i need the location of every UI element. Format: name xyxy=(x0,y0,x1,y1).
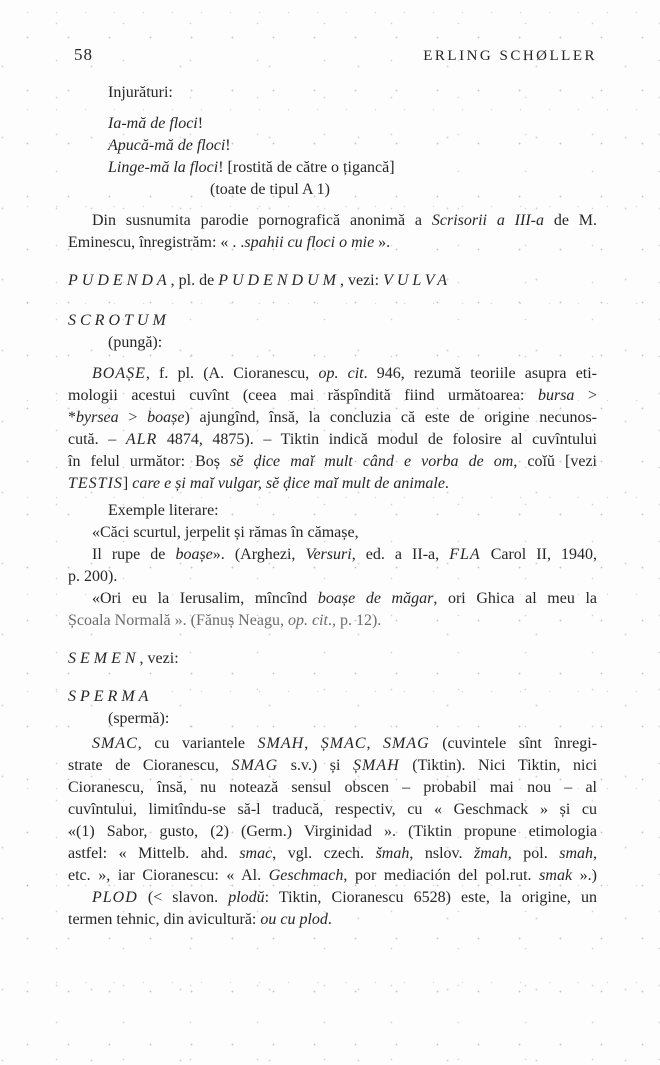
text-block-entry xyxy=(68,270,597,292)
text-line xyxy=(68,799,597,821)
text-block-entry xyxy=(68,648,597,670)
text-run: TESTIS xyxy=(68,475,123,492)
text-run: Din susnumita parodie pornografică anonimă a xyxy=(92,212,432,229)
text-block-entry xyxy=(68,686,597,730)
text-run: etc. », iar Cioranescu: « Al. xyxy=(68,867,269,884)
text-run: Carol II, 1940, xyxy=(480,546,597,563)
text-run: boașe de măgar xyxy=(317,590,434,607)
text-run: , xyxy=(593,845,597,862)
text-run: SCROTUM xyxy=(68,312,170,329)
text-line xyxy=(68,179,597,201)
text-line xyxy=(68,82,597,104)
text-run: SMAG xyxy=(383,735,430,752)
text-run: . xyxy=(327,911,332,928)
text-line xyxy=(68,865,597,887)
text-run: (cuvintele sînt înregi- xyxy=(429,735,598,752)
text-run: termen tehnic, din avicultură: xyxy=(68,911,261,928)
text-run: SEMEN xyxy=(68,650,140,667)
text-block-para xyxy=(68,210,597,254)
text-run: care e și maĭ vulgar, sĕ ḑice maĭ mult de animale xyxy=(132,475,445,492)
text-line xyxy=(68,363,597,385)
text-run: Geschmach xyxy=(268,867,344,884)
text-run: ou cu plod xyxy=(260,911,328,928)
text-run: Exemple literare: xyxy=(108,502,219,519)
text-run: cuvîntului, limitîndu-se să-l traducă, respectiv, cu « Geschmack » și cu xyxy=(68,801,597,818)
text-run: Versuri xyxy=(305,546,352,563)
text-run: p. 200). xyxy=(68,568,118,585)
text-run: op. cit xyxy=(287,612,328,629)
text-run: (toate de tipul A 1) xyxy=(210,181,330,198)
running-header-title: ERLING SCHØLLER xyxy=(423,48,597,64)
text-run: smac xyxy=(239,845,273,862)
text-run: , xyxy=(304,735,321,752)
text-run: . xyxy=(444,475,449,492)
text-run: cută. – xyxy=(68,431,126,448)
text-run: smah xyxy=(559,845,593,862)
text-line xyxy=(68,270,597,292)
text-run: strate de Cioranescu, xyxy=(68,757,232,774)
text-line xyxy=(68,157,597,179)
text-run: op. cit xyxy=(318,365,364,382)
text-run: Apucă-mă de floci xyxy=(108,137,226,154)
text-run: ȘMAH xyxy=(353,757,400,774)
text-line xyxy=(68,755,597,777)
text-run: BOAȘE xyxy=(92,365,146,382)
text-run: žmah xyxy=(473,845,508,862)
text-line xyxy=(68,887,597,909)
text-run: Cioranescu, însă, nu notează sensul obscen – probabil mai nou – al xyxy=(68,779,597,796)
text-line xyxy=(68,733,597,755)
text-body xyxy=(68,66,597,931)
text-run: plodŭ xyxy=(228,889,265,906)
text-line xyxy=(68,777,597,799)
text-line xyxy=(68,429,597,451)
page-number: 58 xyxy=(74,45,93,64)
text-run: (< slavon. xyxy=(137,889,229,906)
text-run: byrsea xyxy=(76,409,119,426)
text-line xyxy=(68,451,597,473)
text-line xyxy=(68,332,597,354)
text-run: sĕ ḑice maĭ mult când e vorba de om xyxy=(230,453,514,470)
text-run: ».) xyxy=(572,867,598,884)
text-line xyxy=(68,544,597,566)
text-run: , xyxy=(366,735,384,752)
text-run: * xyxy=(68,409,76,426)
text-run: , pl. de xyxy=(170,272,219,289)
text-run: , vezi: xyxy=(139,650,179,667)
text-run: (pungă): xyxy=(108,334,163,351)
text-run: ] xyxy=(122,475,133,492)
text-line xyxy=(68,135,597,157)
text-run: : Tiktin, Cioranescu 6528) este, la origine, un xyxy=(264,889,598,906)
text-run: boașe xyxy=(175,546,213,563)
text-run: FLA xyxy=(449,546,481,563)
text-run: , nslov. xyxy=(409,845,474,862)
text-block-para xyxy=(68,363,597,495)
text-block-label xyxy=(68,82,597,104)
text-line xyxy=(68,821,597,843)
text-line xyxy=(68,610,597,632)
text-run: «Căci scurtul, jerpelit și rămas în cămașe, xyxy=(92,524,359,541)
text-line xyxy=(68,909,597,931)
text-run: Linge-mă la floci xyxy=(108,159,219,176)
text-run: PUDENDUM xyxy=(218,272,340,289)
text-run: ) ajungînd, însă, la concluzia că este de origine necunos- xyxy=(184,409,597,426)
text-run: Scrisorii a III-a xyxy=(431,212,544,229)
text-line xyxy=(68,522,597,544)
text-run: , coĭŭ [vezi xyxy=(513,453,597,470)
text-line xyxy=(68,232,597,254)
text-run: > xyxy=(574,387,597,404)
text-line xyxy=(68,385,597,407)
text-run: Eminescu, înregistrăm: « . . xyxy=(68,234,245,251)
text-run: mologii acestui cuvînt (ceea mai răspîndită fiind următoarea: xyxy=(68,387,538,404)
text-run: s.v.) și xyxy=(278,757,354,774)
text-line xyxy=(68,686,597,708)
text-run: PLOD xyxy=(92,889,138,906)
text-run: ȘMAC xyxy=(320,735,367,752)
text-run: Școala Normală ». (Fănuș Neagu, xyxy=(68,612,288,629)
text-run: , f. pl. (A. Cioranescu, xyxy=(145,365,319,382)
text-line xyxy=(68,500,597,522)
text-line xyxy=(68,708,597,730)
text-run: PUDENDA xyxy=(68,272,171,289)
text-run: ». xyxy=(374,234,391,251)
text-run: VULVA xyxy=(383,272,452,289)
text-run: ., p. 12). xyxy=(327,612,382,629)
text-run: «(1) Sabor, gusto, (2) (Germ.) Virginidad ». (Tiktin propune etimologia xyxy=(68,823,597,840)
text-block-examples xyxy=(68,500,597,632)
text-run: spahii cu floci o mie xyxy=(244,234,375,251)
text-run: ! [rostită de către o țigancă] xyxy=(218,159,395,176)
text-run: bursa xyxy=(537,387,575,404)
text-run: , cu variantele xyxy=(137,735,258,752)
text-run: (Tiktin). Nici Tiktin, nici xyxy=(399,757,598,774)
text-run: SMAG xyxy=(231,757,279,774)
text-run: šmah xyxy=(375,845,410,862)
text-block-cont xyxy=(68,733,597,887)
text-line xyxy=(68,407,597,429)
text-run: > xyxy=(118,409,148,426)
text-run: Ia-mă de floci xyxy=(108,115,198,132)
text-line xyxy=(68,473,597,495)
text-line xyxy=(68,310,597,332)
text-run: . 946, rezumă teoriile asupra eti- xyxy=(363,365,598,382)
text-block-verse xyxy=(68,113,597,201)
text-run: astfel: « Mittelb. ahd. xyxy=(68,845,240,862)
text-run: SMAC xyxy=(92,735,138,752)
text-run: ! xyxy=(197,115,204,132)
text-run: , ori Ghica al meu la xyxy=(433,590,597,607)
text-run: (spermă): xyxy=(108,710,170,727)
text-block-entry2 xyxy=(68,310,597,354)
text-run: ! xyxy=(225,137,231,154)
text-run: Il rupe de xyxy=(92,546,176,563)
text-run: smak xyxy=(539,867,573,884)
text-run: , pol. xyxy=(507,845,560,862)
text-run: ». (Arghezi, xyxy=(212,546,306,563)
text-run: ALR xyxy=(125,431,158,448)
text-run: SPERMA xyxy=(68,688,153,705)
text-block-flow xyxy=(68,887,597,931)
text-line xyxy=(68,113,597,135)
text-run: boașe xyxy=(147,409,185,426)
text-run: Injurături: xyxy=(108,84,173,101)
text-line xyxy=(68,566,597,588)
text-run: , vezi: xyxy=(339,272,384,289)
text-run: SMAH xyxy=(257,735,305,752)
text-run: , ed. a II-a, xyxy=(351,546,450,563)
text-line xyxy=(68,843,597,865)
text-line xyxy=(68,210,597,232)
text-run: de M. xyxy=(543,212,597,229)
text-line xyxy=(68,588,597,610)
text-run: , vgl. czech. xyxy=(272,845,376,862)
text-run: , por mediación del pol.rut. xyxy=(343,867,540,884)
text-line xyxy=(68,648,597,670)
page-header xyxy=(68,44,597,67)
text-run: în felul următor: Boș xyxy=(68,453,231,470)
text-run: «Ori eu la Ierusalim, mîncînd xyxy=(92,590,318,607)
text-run: 4874, 4875). – Tiktin indică modul de folosire al cuvîntului xyxy=(157,431,597,448)
